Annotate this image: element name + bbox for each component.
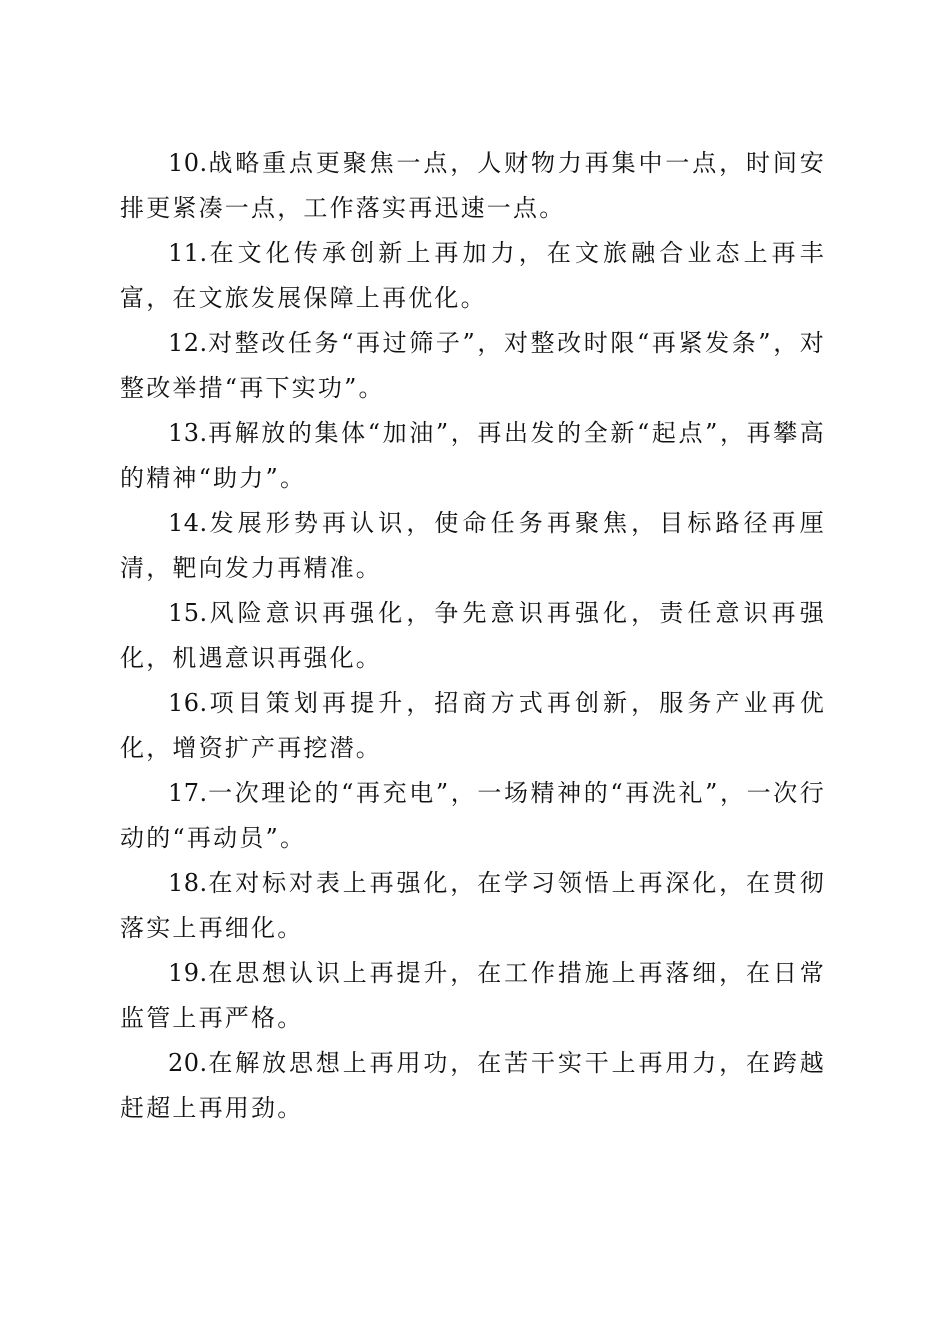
list-item — [120, 591, 826, 681]
list-item — [120, 411, 826, 501]
item-number: 12. — [168, 329, 208, 357]
item-number: 10. — [168, 149, 208, 177]
item-text: 在思想认识上再提升，在工作措施上再落细，在日常监管上再严格。 — [120, 959, 826, 1032]
list-item — [120, 501, 826, 591]
item-text: 发展形势再认识，使命任务再聚焦，目标路径再厘清，靶向发力再精准。 — [120, 509, 826, 582]
item-text: 战略重点更聚焦一点，人财物力再集中一点，时间安排更紧凑一点，工作落实再迅速一点。 — [120, 149, 826, 222]
item-text: 风险意识再强化，争先意识再强化，责任意识再强化，机遇意识再强化。 — [120, 599, 826, 672]
item-text: 对整改任务“再过筛子”，对整改时限“再紧发条”，对整改举措“再下实功”。 — [120, 329, 826, 402]
item-number: 16. — [168, 689, 208, 717]
item-text: 一次理论的“再充电”，一场精神的“再洗礼”，一次行动的“再动员”。 — [120, 779, 826, 852]
list-item — [120, 951, 826, 1041]
list-item — [120, 1041, 826, 1131]
list-item — [120, 681, 826, 771]
item-text: 在文化传承创新上再加力，在文旅融合业态上再丰富，在文旅发展保障上再优化。 — [120, 239, 826, 312]
list-item — [120, 321, 826, 411]
item-number: 17. — [168, 779, 208, 807]
item-number: 14. — [168, 509, 208, 537]
item-number: 11. — [168, 239, 208, 267]
list-item — [120, 861, 826, 951]
item-text: 在对标对表上再强化，在学习领悟上再深化，在贯彻落实上再细化。 — [120, 869, 826, 942]
item-text: 在解放思想上再用功，在苦干实干上再用力，在跨越赶超上再用劲。 — [120, 1049, 826, 1122]
item-text: 再解放的集体“加油”，再出发的全新“起点”，再攀高的精神“助力”。 — [120, 419, 826, 492]
list-item — [120, 141, 826, 231]
item-text: 项目策划再提升，招商方式再创新，服务产业再优化，增资扩产再挖潜。 — [120, 689, 826, 762]
item-number: 20. — [168, 1049, 208, 1077]
list-item — [120, 771, 826, 861]
item-number: 18. — [168, 869, 208, 897]
document-body — [120, 141, 826, 1131]
item-number: 19. — [168, 959, 208, 987]
item-number: 15. — [168, 599, 208, 627]
item-number: 13. — [168, 419, 208, 447]
list-item — [120, 231, 826, 321]
